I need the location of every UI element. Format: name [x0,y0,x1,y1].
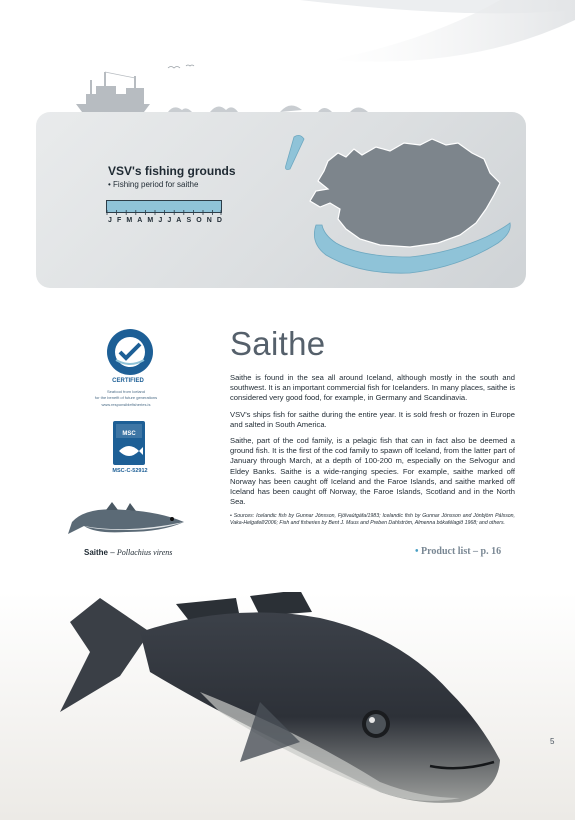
svg-text:MSC: MSC [122,431,136,437]
month-label: J [158,217,163,224]
ship-silhouette-illustration [0,0,575,115]
msc-certificate-code: MSC-C-52912 [112,468,148,474]
fish-latin-name: Pollachius virens [116,548,173,557]
sources-note: • Sources: Icelandic fish by Gunnar Jónsson, Fjölvaútgáfa/1983; Icelandic fish by Gunnar Jónsson and Jónbjörn Pálsson, Vaka-Helgafell/2006; Fish and fisheries by Bent J. Muus and Preben Dahlström, Almenna bókafélagið 1968; and others. [230,513,515,527]
product-list-link-text: Product list – p. 16 [421,546,502,557]
article-paragraph: Saithe is found in the sea all around Iceland, although mostly in the south and southwest. It is an important commercial fish for Icelanders. In many places, saithe is considered very good food, for example, in Germany and Scandinavia. [230,373,515,403]
month-label: A [137,217,143,224]
fishing-area-northwest [286,135,305,169]
page-number: 5 [550,737,555,746]
caption-separator: – [108,548,117,557]
bullet-icon: • [415,546,419,557]
fishing-period-legend: • Fishing period for saithe [108,180,199,189]
saithe-illustration [66,500,190,542]
article-paragraph: VSV's ships fish for saithe during the entire year. It is sold fresh or frozen in Europe and salted in South America. [230,409,515,429]
responsible-fisheries-logo-icon [106,328,154,376]
month-label: M [147,217,154,224]
month-label: F [116,217,122,224]
month-labels [108,217,222,224]
fishing-grounds-title: VSV's fishing grounds [108,164,236,178]
certification-subtagline: for the benefit of future generations [94,395,158,400]
product-list-link[interactable] [415,546,501,557]
month-label: J [108,217,112,224]
certification-tagline: Seafood from Iceland [106,389,146,394]
month-label: J [167,217,172,224]
month-label: A [176,217,182,224]
iceland-land [310,139,500,247]
page-title: Saithe [230,325,326,362]
month-label: N [206,217,212,224]
saithe-photo [0,592,575,820]
iceland-map [280,125,520,280]
certified-label: CERTIFIED [112,378,144,384]
month-label: D [216,217,222,224]
month-label: O [196,217,202,224]
month-label: M [126,217,133,224]
article-body [230,373,515,533]
msc-logo-icon [113,421,145,465]
month-label: S [186,217,192,224]
article-paragraph: Saithe, part of the cod family, is a pelagic fish that can in fact also be deemed a ground fish. It is the first of the cod family to spawn off Iceland, from the latter part of January through March, at a depth of 100-200 m, especially on the Selvogur and Eldey Banks. Saithe is a wide-ranging species. For example, saithe marked off Norway has been caught off Iceland and the Faroe Islands, and saithe marked off Iceland has been caught off Norway, the Faroe Islands, Scotland and in the North Sea. [230,436,515,507]
month-ticks [106,210,222,216]
fish-caption [84,548,172,557]
fish-common-name: Saithe [84,548,109,557]
certification-website: www.responsiblefisheries.is [101,402,151,407]
